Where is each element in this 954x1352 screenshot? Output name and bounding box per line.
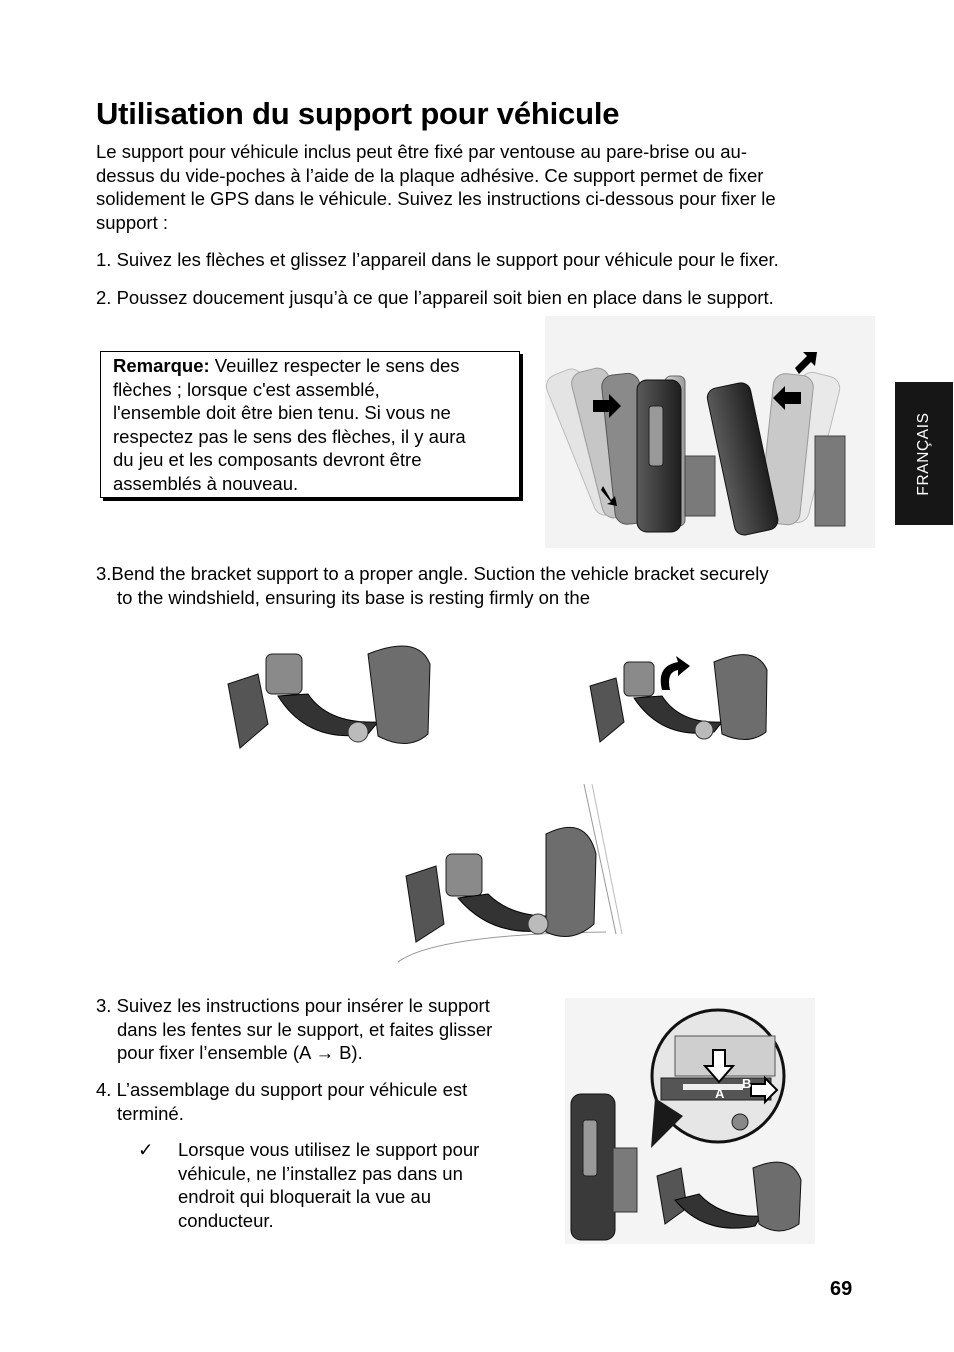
step-3-line: 3.Bend the bracket support to a proper angle. Suction the vehicle bracket securely (96, 563, 769, 584)
language-side-tab (895, 382, 953, 525)
note-line: flèches ; lorsque c'est assemblé, (113, 378, 380, 400)
step-line: dans les fentes sur le support, et faites glisser (117, 1018, 493, 1040)
step-3-line: to the windshield, ensuring its base is resting firmly on the (117, 586, 591, 608)
bracket-illustration-1 (218, 624, 443, 754)
label-a: A (715, 1086, 725, 1101)
step-2: 2. Poussez doucement jusqu’à ce que l’appareil soit bien en place dans le support. (96, 287, 774, 308)
intro-line: Le support pour véhicule inclus peut être fixé par ventouse au pare-brise ou au- (96, 141, 747, 162)
language-tab-label: FRANÇAIS (915, 411, 932, 496)
note-first-line: Veuillez respecter le sens des (209, 355, 460, 376)
note-line (113, 354, 507, 378)
tip-item (138, 1138, 538, 1232)
label-b: B (742, 1076, 752, 1091)
checkmark-icon: ✓ (138, 1139, 154, 1160)
note-line: respectez pas le sens des flèches, il y aura (113, 425, 466, 447)
note-line: l'ensemble doit être bien tenu. Si vous ne (113, 402, 451, 423)
note-line: assemblés à nouveau. (113, 472, 299, 494)
page-number: 69 (830, 1278, 853, 1300)
assembly-illustration (565, 998, 815, 1244)
tip-line: véhicule, ne l’installez pas dans un (178, 1162, 463, 1184)
rotate-arrow-icon (661, 656, 690, 690)
tip-line: conducteur. (178, 1209, 274, 1231)
intro-line: solidement le GPS dans le véhicule. Suivez les instructions ci-dessous pour fixer le (96, 188, 776, 209)
note-label: Remarque: (113, 355, 210, 376)
step-line: pour fixer l’ensemble (A → B). (117, 1042, 363, 1063)
device-into-holder-illustration (545, 316, 875, 548)
step-line: 3. Suivez les instructions pour insérer le support (96, 995, 490, 1016)
intro-paragraph (96, 140, 856, 234)
intro-line: dessus du vide-poches à l’aide de la plaque adhésive. Ce support permet de fixer (96, 164, 764, 186)
bracket-on-windshield-illustration (396, 784, 621, 964)
step-line: 4. L’assemblage du support pour véhicule est (96, 1079, 468, 1100)
step-line: terminé. (117, 1102, 184, 1124)
note-box (100, 351, 520, 498)
tip-line: endroit qui bloquerait la vue au (178, 1186, 432, 1207)
step-insert-support (96, 994, 556, 1065)
step-4 (96, 1078, 556, 1125)
tip-line: Lorsque vous utilisez le support pour (178, 1139, 480, 1160)
step-1: 1. Suivez les flèches et glissez l’appareil dans le support pour véhicule pour le fixer. (96, 249, 779, 270)
step-3 (96, 562, 876, 609)
bracket-illustration-2 (584, 636, 779, 751)
note-line: du jeu et les composants devront être (113, 449, 422, 470)
page-title: Utilisation du support pour véhicule (96, 96, 620, 131)
intro-line: support : (96, 211, 168, 233)
